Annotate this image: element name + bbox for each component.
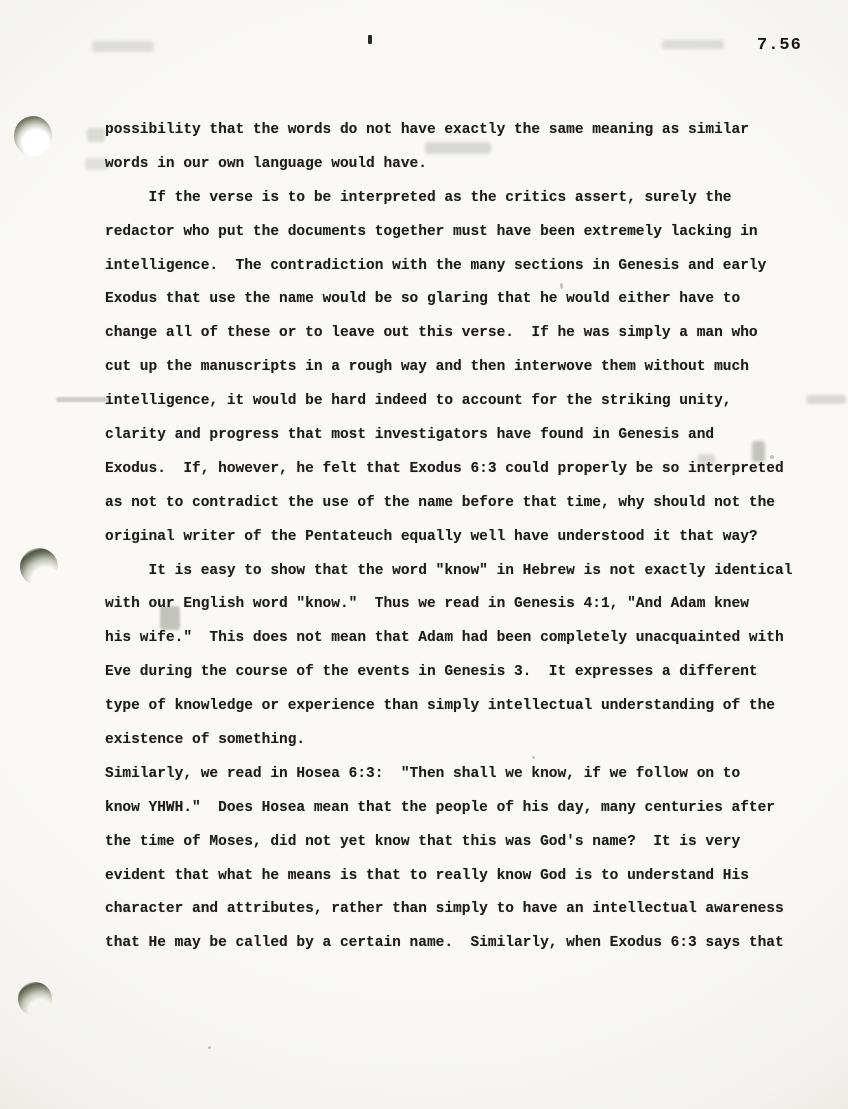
text-line: possibility that the words do not have exactly the same meaning as similar [105,122,749,138]
text-line: type of knowledge or experience than simply intellectual understanding of the [105,698,776,715]
text-line: as not to contradict the use of the name before that time, why should not the [105,494,776,511]
text-line: Similarly, we read in Hosea 6:3: "Then shall we know, if we follow on to [105,765,741,782]
punch-hole-bottom [18,982,52,1016]
typewritten-text-block [105,114,815,961]
text-line: If the verse is to be interpreted as the critics assert, surely the [105,189,732,206]
text-line: existence of something. [105,732,306,749]
text-line: that He may be called by a certain name. Similarly, when Exodus 6:3 says that [105,935,784,952]
text-line: know YHWH." Does Hosea mean that the people of his day, many centuries after [105,799,776,816]
text-line: words in our own language would have. [105,155,427,172]
scan-speck [368,35,372,44]
scan-smudge [92,41,154,52]
text-line: intelligence, it would be hard indeed to account for the striking unity, [105,393,732,410]
text-line: change all of these or to leave out this verse. If he was simply a man who [105,325,758,342]
text-line: evident that what he means is that to really know God is to understand His [105,867,749,884]
text-line: intelligence. The contradiction with the many sections in Genesis and early [105,257,767,274]
text-line: redactor who put the documents together must have been extremely lacking in [105,223,758,240]
page-number: 7.56 [757,36,802,55]
text-line: Eve during the course of the events in Genesis 3. It expresses a different [105,664,758,681]
punch-hole-top [14,116,52,156]
scan-smudge [87,128,105,142]
text-line: original writer of the Pentateuch equally well have understood it that way? [105,528,758,545]
text-line: clarity and progress that most investigators have found in Genesis and [105,427,715,444]
punch-hole-middle [20,548,58,586]
text-line: his wife." This does not mean that Adam had been completely unacquainted with [105,630,784,647]
scan-smudge [56,397,108,402]
text-line: Exodus. If, however, he felt that Exodus 6:3 could properly be so interpreted [105,460,784,477]
scan-speck [208,1046,211,1049]
text-line: It is easy to show that the word "know" in Hebrew is not exactly identical [105,562,793,579]
text-line: character and attributes, rather than simply to have an intellectual awareness [105,901,784,918]
text-line: the time of Moses, did not yet know that this was God's name? It is very [105,833,741,850]
text-line: cut up the manuscripts in a rough way and then interwove them without much [105,359,749,376]
scan-smudge [662,40,724,49]
text-line: with our English word "know." Thus we read in Genesis 4:1, "And Adam knew [105,596,749,613]
text-line: Exodus that use the name would be so glaring that he would either have to [105,291,741,308]
